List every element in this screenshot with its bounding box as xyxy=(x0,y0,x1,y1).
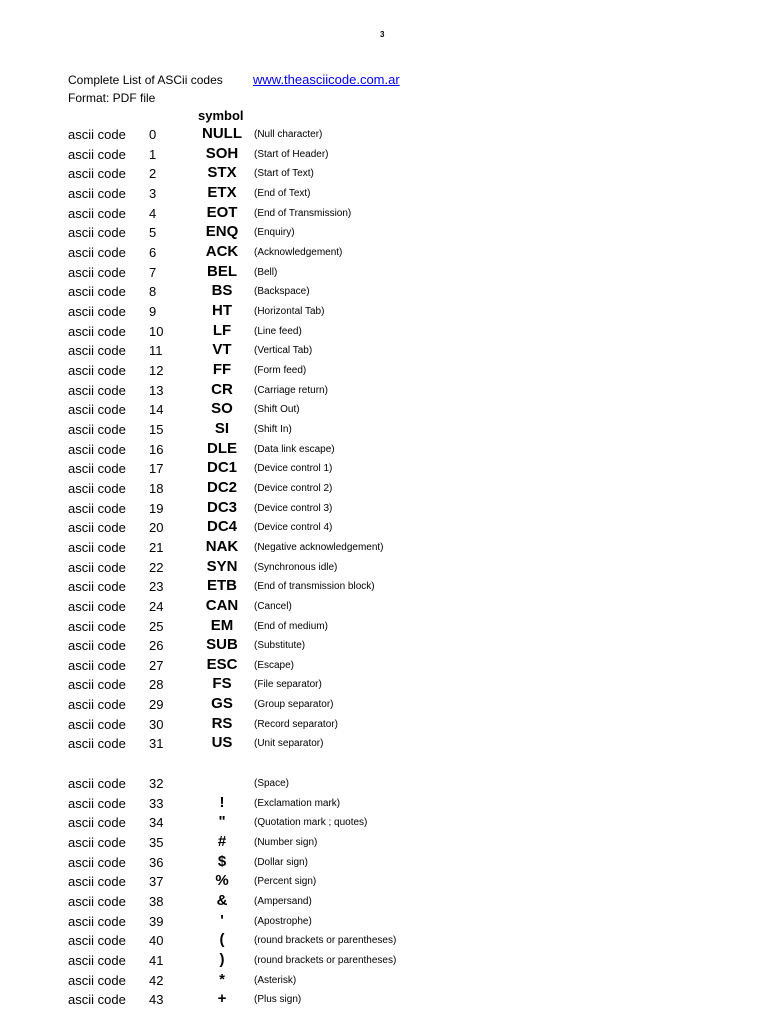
row-prefix: ascii code xyxy=(68,795,126,811)
table-row xyxy=(0,971,768,991)
table-row xyxy=(0,302,768,322)
ascii-symbol: ETB xyxy=(207,577,237,595)
table-row xyxy=(0,440,768,460)
row-prefix: ascii code xyxy=(68,874,126,890)
ascii-symbol: CAN xyxy=(205,596,239,614)
symbol-description: (End of Text) xyxy=(254,187,311,199)
row-prefix: ascii code xyxy=(68,343,126,359)
ascii-code-value: 26 xyxy=(149,638,164,654)
ascii-code-value: 0 xyxy=(149,127,157,142)
symbol-description: (Device control 4) xyxy=(254,522,333,534)
symbol-description: (Percent sign) xyxy=(254,876,317,888)
row-prefix: ascii code xyxy=(68,520,126,536)
row-prefix: ascii code xyxy=(68,579,126,595)
table-row xyxy=(0,518,768,538)
ascii-symbol: EOT xyxy=(206,203,238,221)
row-prefix: ascii code xyxy=(68,559,126,575)
row-prefix: ascii code xyxy=(68,697,126,713)
ascii-symbol: BS xyxy=(211,282,233,300)
ascii-symbol: ! xyxy=(219,793,225,811)
row-prefix: ascii code xyxy=(68,933,126,949)
ascii-code-value: 42 xyxy=(149,972,164,988)
symbol-description: (Start of Header) xyxy=(254,148,329,160)
ascii-symbol: BEL xyxy=(207,262,237,280)
ascii-symbol: VT xyxy=(212,341,232,359)
symbol-description: (Vertical Tab) xyxy=(254,345,313,357)
ascii-code-value: 30 xyxy=(149,716,164,732)
symbol-description: (Apostrophe) xyxy=(254,915,312,927)
table-row xyxy=(0,538,768,558)
table-row xyxy=(0,951,768,971)
ascii-code-value: 41 xyxy=(149,953,164,969)
ascii-code-value: 34 xyxy=(149,815,164,831)
ascii-code-value: 20 xyxy=(149,520,164,536)
ascii-symbol: # xyxy=(217,833,227,851)
table-row xyxy=(0,853,768,873)
ascii-code-value: 14 xyxy=(149,402,164,418)
ascii-symbol: SYN xyxy=(206,557,238,575)
ascii-code-value: 35 xyxy=(149,835,164,851)
ascii-symbol: STX xyxy=(207,164,237,182)
row-prefix: ascii code xyxy=(68,205,126,221)
table-row xyxy=(0,400,768,420)
symbol-description: (End of transmission block) xyxy=(254,581,375,593)
ascii-code-value: 6 xyxy=(149,244,157,260)
ascii-symbol: DC4 xyxy=(206,518,237,536)
table-row xyxy=(0,892,768,912)
row-prefix: ascii code xyxy=(68,854,126,870)
table-row xyxy=(0,499,768,519)
table-row xyxy=(0,577,768,597)
table-row xyxy=(0,931,768,951)
ascii-symbol: ( xyxy=(219,931,225,949)
ascii-symbol: ) xyxy=(219,951,225,969)
table-row xyxy=(0,322,768,342)
ascii-code-value: 22 xyxy=(149,559,164,575)
ascii-code-value: 43 xyxy=(149,992,164,1008)
ascii-code-value: 19 xyxy=(149,500,164,516)
ascii-symbol: DC3 xyxy=(206,498,237,516)
ascii-symbol: NULL xyxy=(202,125,242,142)
table-row xyxy=(0,617,768,637)
row-prefix: ascii code xyxy=(68,539,126,555)
table-row xyxy=(0,282,768,302)
ascii-symbol: " xyxy=(218,813,226,831)
ascii-code-value: 33 xyxy=(149,795,164,811)
symbol-description: (Cancel) xyxy=(254,600,292,612)
symbol-description: (Shift In) xyxy=(254,423,292,435)
table-row xyxy=(0,833,768,853)
ascii-code-value: 17 xyxy=(149,461,164,477)
table-row xyxy=(0,204,768,224)
table-row xyxy=(0,243,768,263)
table-row xyxy=(0,184,768,204)
ascii-symbol: * xyxy=(219,970,225,988)
symbol-description: (Bell) xyxy=(254,266,278,278)
ascii-code-value: 4 xyxy=(149,205,157,221)
row-prefix: ascii code xyxy=(68,244,126,260)
row-prefix: ascii code xyxy=(68,127,126,142)
row-prefix: ascii code xyxy=(68,284,126,300)
ascii-code-value: 13 xyxy=(149,382,164,398)
row-prefix: ascii code xyxy=(68,953,126,969)
symbol-description: (Enquiry) xyxy=(254,227,295,239)
symbol-description: (Data link escape) xyxy=(254,443,335,455)
ascii-symbol: EM xyxy=(210,616,234,634)
ascii-code-value: 18 xyxy=(149,480,164,496)
row-prefix: ascii code xyxy=(68,913,126,929)
table-row xyxy=(0,734,768,754)
ascii-code-value: 25 xyxy=(149,618,164,634)
table-row xyxy=(0,125,768,145)
ascii-code-value: 27 xyxy=(149,657,164,673)
table-row xyxy=(0,794,768,814)
row-prefix: ascii code xyxy=(68,598,126,614)
row-prefix: ascii code xyxy=(68,638,126,654)
ascii-code-value: 1 xyxy=(149,146,157,162)
ascii-symbol: GS xyxy=(211,695,233,713)
table-row xyxy=(0,263,768,283)
table-row xyxy=(0,361,768,381)
row-prefix: ascii code xyxy=(68,736,126,752)
ascii-symbol: + xyxy=(217,990,227,1008)
symbol-description: (Escape) xyxy=(254,659,295,671)
ascii-symbol: ENQ xyxy=(205,223,239,241)
ascii-code-value: 2 xyxy=(149,166,157,182)
row-prefix: ascii code xyxy=(68,677,126,693)
row-prefix: ascii code xyxy=(68,461,126,477)
table-row xyxy=(0,381,768,401)
table-row xyxy=(0,656,768,676)
ascii-symbol: ' xyxy=(220,911,224,929)
row-prefix: ascii code xyxy=(68,776,126,792)
ascii-symbol: SUB xyxy=(206,636,238,654)
ascii-code-value: 12 xyxy=(149,362,164,378)
symbol-description: (File separator) xyxy=(254,679,322,691)
symbol-description: (Dollar sign) xyxy=(254,856,308,868)
table-row xyxy=(0,597,768,617)
symbol-description: (Device control 1) xyxy=(254,463,333,475)
symbol-description: (Space) xyxy=(254,778,290,790)
ascii-code-value: 7 xyxy=(149,264,157,280)
symbol-description: (round brackets or parentheses) xyxy=(254,955,397,967)
ascii-symbol: DLE xyxy=(207,439,237,457)
table-row xyxy=(0,223,768,243)
ascii-symbol: % xyxy=(215,872,229,890)
ascii-code-value: 8 xyxy=(149,284,157,300)
symbol-description: (Null character) xyxy=(254,129,323,140)
row-prefix: ascii code xyxy=(68,146,126,162)
row-prefix: ascii code xyxy=(68,894,126,910)
symbol-description: (Device control 2) xyxy=(254,482,333,494)
symbol-description: (Synchronous idle) xyxy=(254,561,338,573)
ascii-code-value: 21 xyxy=(149,539,164,555)
row-prefix: ascii code xyxy=(68,716,126,732)
ascii-symbol: ESC xyxy=(206,655,238,673)
row-prefix: ascii code xyxy=(68,657,126,673)
ascii-code-value: 39 xyxy=(149,913,164,929)
ascii-symbol: LF xyxy=(212,321,232,339)
ascii-code-value: 28 xyxy=(149,677,164,693)
ascii-symbol: DC2 xyxy=(206,478,237,496)
table-row xyxy=(0,715,768,735)
table-row xyxy=(0,420,768,440)
row-prefix: ascii code xyxy=(68,972,126,988)
ascii-symbol: SOH xyxy=(205,144,239,162)
symbol-description: (Ampersand) xyxy=(254,896,312,908)
symbol-description: (Group separator) xyxy=(254,699,334,711)
document-title: Complete List of ASCii codes xyxy=(68,73,223,87)
ascii-symbol: $ xyxy=(217,852,227,870)
ascii-symbol: FF xyxy=(212,360,232,378)
symbol-description: (Backspace) xyxy=(254,286,310,298)
ascii-code-value: 15 xyxy=(149,421,164,437)
ascii-symbol: HT xyxy=(212,301,232,319)
row-prefix: ascii code xyxy=(68,992,126,1008)
symbol-description: (Record separator) xyxy=(254,718,338,730)
ascii-code-value: 31 xyxy=(149,736,164,752)
symbol-description: (Start of Text) xyxy=(254,168,314,180)
ascii-symbol: SO xyxy=(211,400,233,418)
document-format: Format: PDF file xyxy=(68,91,156,105)
symbol-description: (Line feed) xyxy=(254,325,302,337)
symbol-description: (Number sign) xyxy=(254,837,318,849)
ascii-symbol: SI xyxy=(214,419,230,437)
ascii-symbol: CR xyxy=(211,380,233,398)
symbol-description: (Horizontal Tab) xyxy=(254,305,325,317)
symbol-description: (Plus sign) xyxy=(254,994,302,1006)
row-prefix: ascii code xyxy=(68,500,126,516)
row-prefix: ascii code xyxy=(68,835,126,851)
ascii-symbol: NAK xyxy=(205,537,239,555)
website-link[interactable]: www.theasciicode.com.ar xyxy=(253,72,400,87)
symbol-description: (Exclamation mark) xyxy=(254,797,341,809)
ascii-code-value: 16 xyxy=(149,441,164,457)
ascii-symbol: DC1 xyxy=(206,459,237,477)
symbol-description: (Negative acknowledgement) xyxy=(254,541,384,553)
table-row xyxy=(0,636,768,656)
row-prefix: ascii code xyxy=(68,362,126,378)
row-prefix: ascii code xyxy=(68,618,126,634)
table-row xyxy=(0,341,768,361)
table-row xyxy=(0,479,768,499)
table-row xyxy=(0,459,768,479)
ascii-symbol: RS xyxy=(211,714,233,732)
row-prefix: ascii code xyxy=(68,264,126,280)
symbol-description: (Asterisk) xyxy=(254,974,297,986)
table-row xyxy=(0,695,768,715)
symbol-column-header: symbol xyxy=(198,108,244,123)
symbol-description: (Device control 3) xyxy=(254,502,333,514)
symbol-description: (round brackets or parentheses) xyxy=(254,935,397,947)
ascii-code-value: 32 xyxy=(149,776,164,792)
ascii-code-value: 40 xyxy=(149,933,164,949)
symbol-description: (Quotation mark ; quotes) xyxy=(254,817,368,829)
symbol-description: (End of Transmission) xyxy=(254,207,352,219)
table-row xyxy=(0,813,768,833)
table-row xyxy=(0,558,768,578)
row-prefix: ascii code xyxy=(68,815,126,831)
ascii-code-value: 38 xyxy=(149,894,164,910)
row-prefix: ascii code xyxy=(68,382,126,398)
ascii-code-value: 11 xyxy=(149,343,163,359)
ascii-symbol: & xyxy=(216,892,228,910)
row-prefix: ascii code xyxy=(68,402,126,418)
row-prefix: ascii code xyxy=(68,421,126,437)
table-row xyxy=(0,164,768,184)
ascii-code-value: 36 xyxy=(149,854,164,870)
row-prefix: ascii code xyxy=(68,225,126,241)
symbol-description: (Carriage return) xyxy=(254,384,328,396)
table-row xyxy=(0,145,768,165)
table-row xyxy=(0,675,768,695)
ascii-code-value: 10 xyxy=(149,323,164,339)
ascii-symbol: ACK xyxy=(205,242,239,260)
table-row xyxy=(0,872,768,892)
table-row xyxy=(0,990,768,1010)
ascii-code-value: 37 xyxy=(149,874,164,890)
symbol-description: (Substitute) xyxy=(254,640,306,652)
page-number: 3 xyxy=(380,30,385,39)
row-prefix: ascii code xyxy=(68,303,126,319)
ascii-symbol: FS xyxy=(212,675,232,693)
symbol-description: (Shift Out) xyxy=(254,404,300,416)
ascii-code-value: 29 xyxy=(149,697,164,713)
ascii-code-value: 24 xyxy=(149,598,164,614)
table-row xyxy=(0,912,768,932)
row-prefix: ascii code xyxy=(68,480,126,496)
row-prefix: ascii code xyxy=(68,441,126,457)
row-prefix: ascii code xyxy=(68,166,126,182)
table-row xyxy=(0,774,768,794)
symbol-description: (Form feed) xyxy=(254,364,307,376)
ascii-code-value: 5 xyxy=(149,225,157,241)
ascii-symbol: ETX xyxy=(207,183,237,201)
ascii-code-value: 9 xyxy=(149,303,157,319)
symbol-description: (End of medium) xyxy=(254,620,328,632)
row-prefix: ascii code xyxy=(68,323,126,339)
ascii-code-value: 3 xyxy=(149,185,157,201)
symbol-description: (Unit separator) xyxy=(254,738,324,750)
ascii-code-value: 23 xyxy=(149,579,164,595)
row-prefix: ascii code xyxy=(68,185,126,201)
symbol-description: (Acknowledgement) xyxy=(254,246,343,258)
ascii-symbol: US xyxy=(211,734,233,752)
